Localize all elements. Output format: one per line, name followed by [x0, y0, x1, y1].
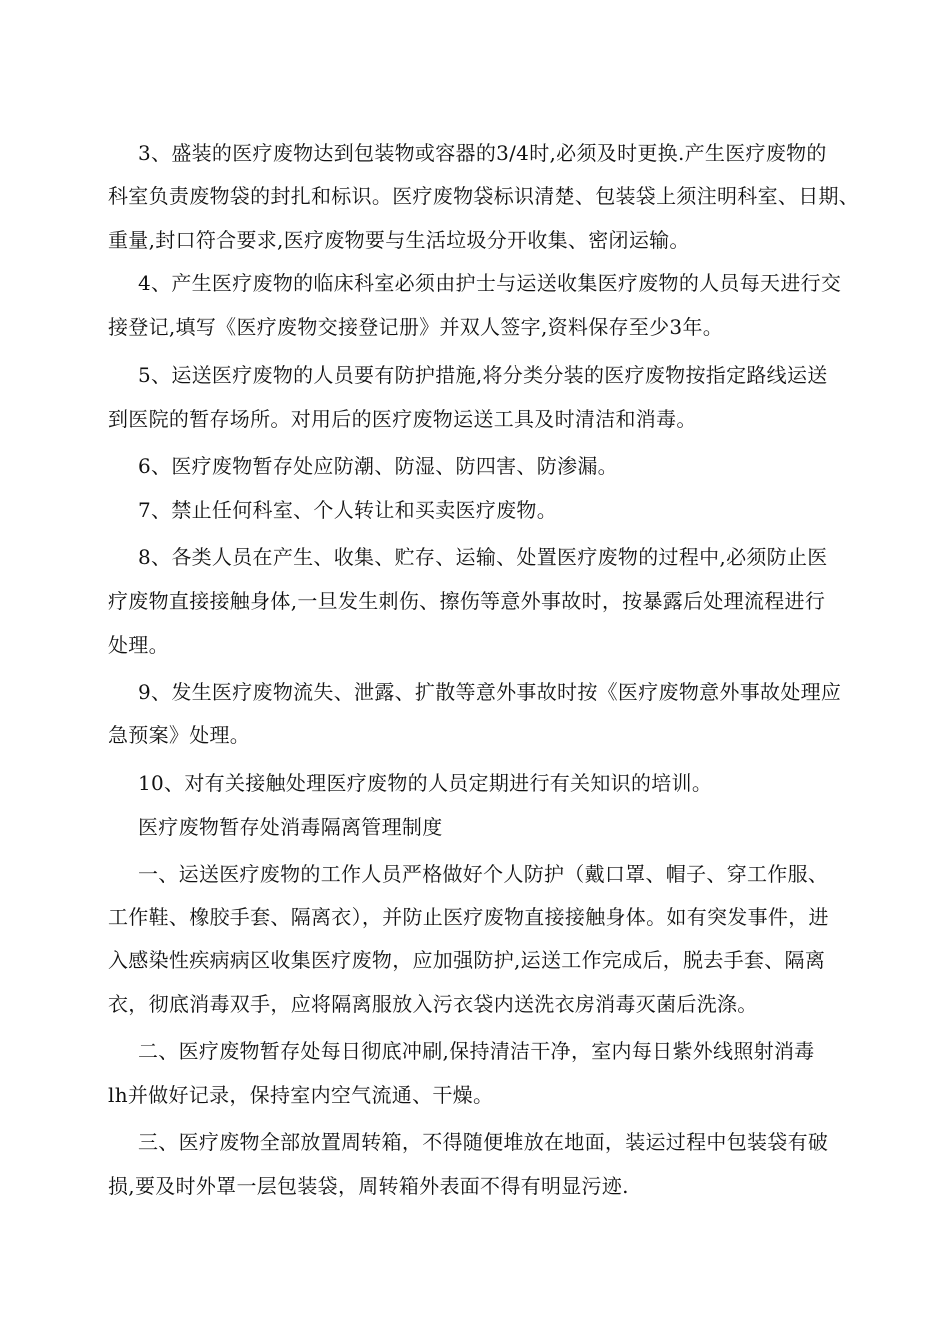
text-line: 7、禁止任何科室、个人转让和买卖医疗废物。 — [138, 498, 558, 522]
text-line: 处理。 — [108, 633, 169, 657]
text-line: 6、医疗废物暂存处应防潮、防湿、防四害、防渗漏。 — [138, 454, 618, 478]
text-line: 10、对有关接触处理医疗废物的人员定期进行有关知识的培训。 — [138, 771, 713, 795]
text-line: 5、运送医疗废物的人员要有防护措施,将分类分装的医疗废物按指定路线运送 — [138, 363, 828, 387]
text-line: 二、医疗废物暂存处每日彻底冲刷,保持清洁干净，室内每日紫外线照射消毒 — [138, 1039, 815, 1063]
text-line: 损,要及时外罩一层包装袋，周转箱外表面不得有明显污迹. — [108, 1174, 629, 1198]
text-line: 一、运送医疗废物的工作人员严格做好个人防护（戴口罩、帽子、穿工作服、 — [138, 862, 829, 886]
text-line: 三、医疗废物全部放置周转箱，不得随便堆放在地面，装运过程中包装袋有破 — [138, 1130, 829, 1154]
text-line: 3、盛装的医疗废物达到包装物或容器的3/4时,必须及时更换.产生医疗废物的 — [138, 141, 827, 165]
text-line: 入感染性疾病病区收集医疗废物，应加强防护,运送工作完成后，脱去手套、隔离 — [108, 948, 826, 972]
text-line: lh并做好记录，保持室内空气流通、干燥。 — [108, 1083, 494, 1107]
text-line: 9、发生医疗废物流失、泄露、扩散等意外事故时按《医疗废物意外事故处理应 — [138, 680, 842, 704]
text-line: 4、产生医疗废物的临床科室必须由护士与运送收集医疗废物的人员每天进行交 — [138, 271, 842, 295]
text-line: 接登记,填写《医疗废物交接登记册》并双人签字,资料保存至少3年。 — [108, 315, 724, 339]
text-line: 科室负责废物袋的封扎和标识。医疗废物袋标识清楚、包装袋上须注明科室、日期、 — [108, 184, 860, 208]
text-line: 急预案》处理。 — [108, 723, 251, 747]
text-line: 8、各类人员在产生、收集、贮存、运输、处置医疗废物的过程中,必须防止医 — [138, 545, 828, 569]
text-line: 到医院的暂存场所。对用后的医疗废物运送工具及时清洁和消毒。 — [108, 407, 697, 431]
text-line: 疗废物直接接触身体,一旦发生刺伤、擦伤等意外事故时，按暴露后处理流程进行 — [108, 589, 826, 613]
text-line: 重量,封口符合要求,医疗废物要与生活垃圾分开收集、密闭运输。 — [108, 228, 690, 252]
section-heading: 医疗废物暂存处消毒隔离管理制度 — [138, 815, 443, 839]
text-line: 工作鞋、橡胶手套、隔离衣），并防止医疗废物直接接触身体。如有突发事件，进 — [108, 905, 829, 929]
text-line: 衣，彻底消毒双手，应将隔离服放入污衣袋内送洗衣房消毒灭菌后洗涤。 — [108, 992, 758, 1016]
